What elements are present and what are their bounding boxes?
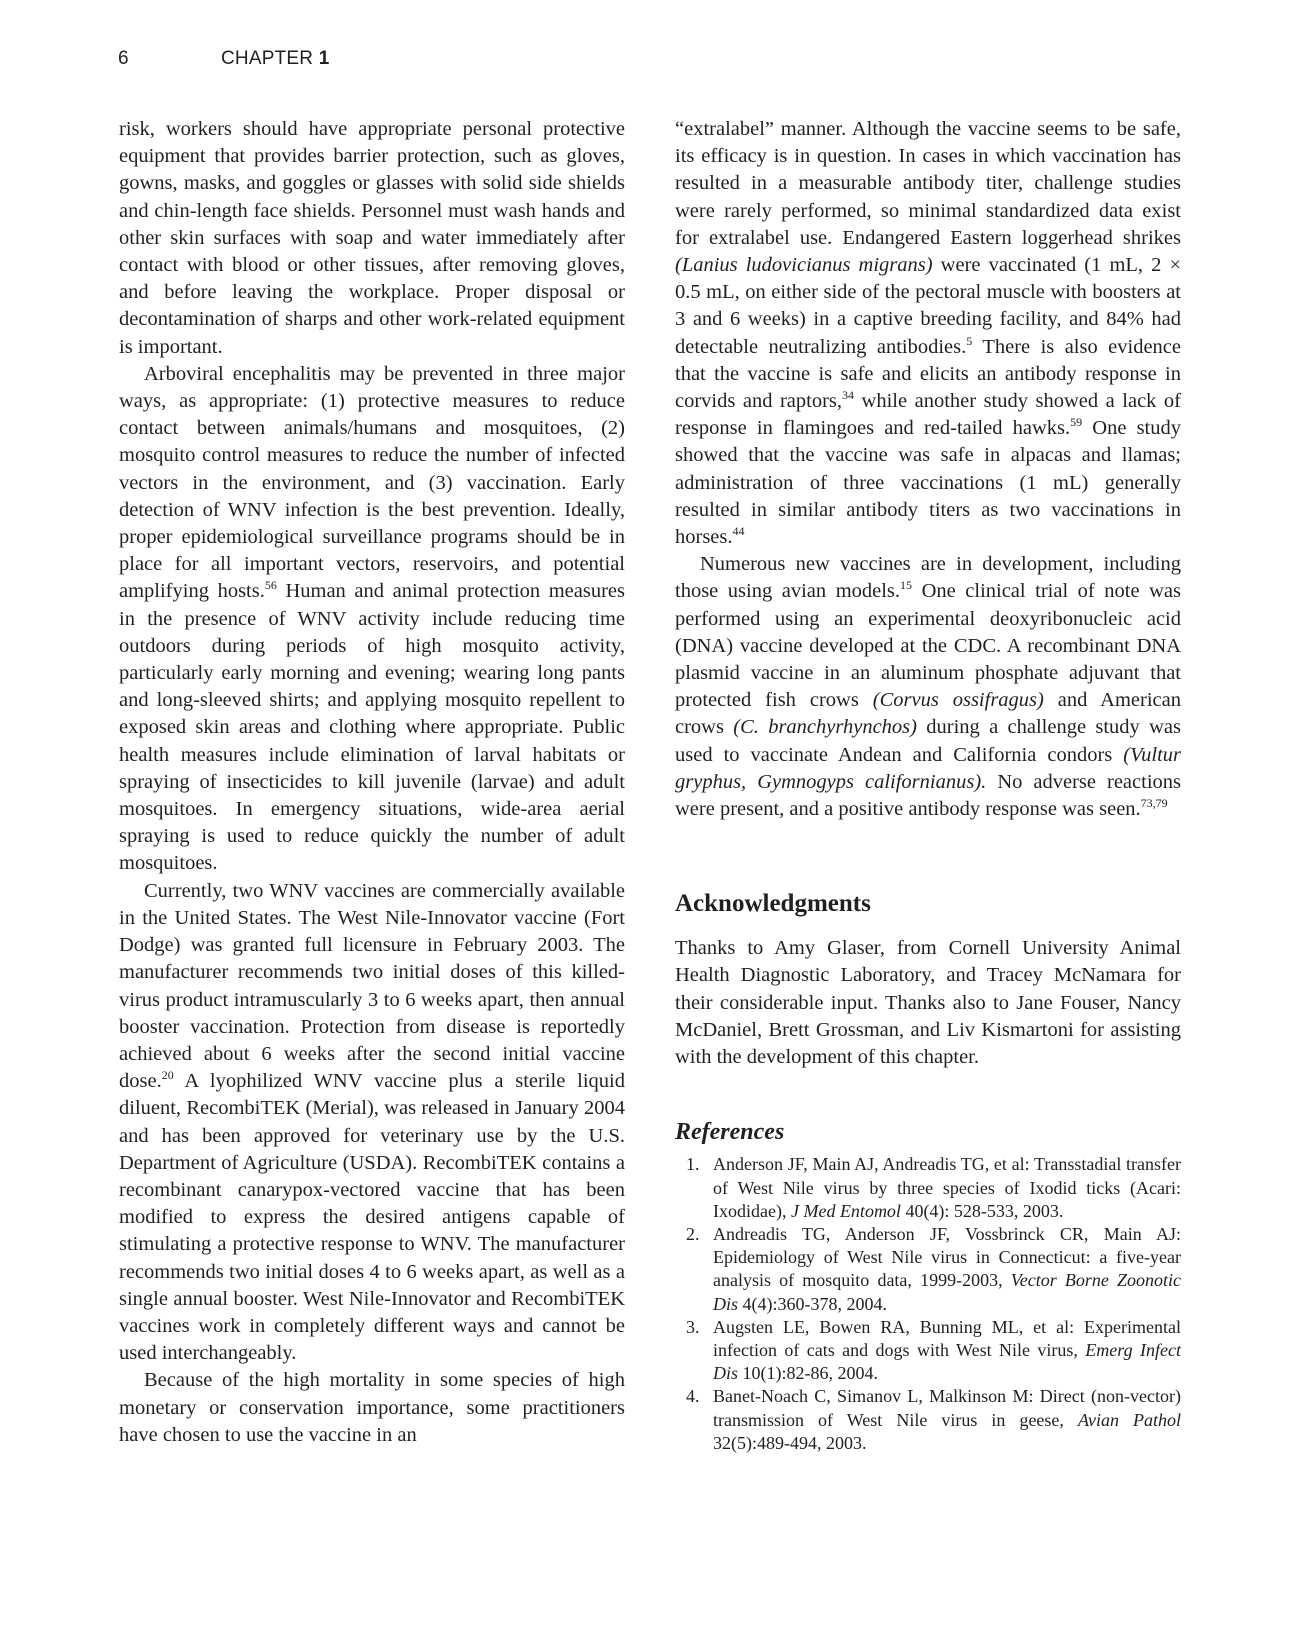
citation: 34 <box>842 388 855 403</box>
reference-text: Augsten LE, Bowen RA, Bunning ML, et al: Experimental infection of cats and dogs with West Nile virus, <box>713 1316 1181 1360</box>
paragraph <box>119 361 625 878</box>
reference-item <box>675 1223 1181 1316</box>
reference-text: 10(1):82-86, 2004. <box>738 1363 878 1384</box>
citation: 44 <box>732 524 745 539</box>
citation: 15 <box>900 578 913 593</box>
reference-number: 2. <box>686 1223 700 1244</box>
reference-text: Andreadis TG, Anderson JF, Vossbrinck CR, Main AJ: Epidemiology of West Nile virus in Connecticut: a five-year analysis of mosquito data, 1999-2003, <box>713 1223 1181 1291</box>
paragraph <box>119 878 625 1368</box>
species-name: (Lanius ludovicianus migrans) <box>675 254 933 277</box>
chapter-word: CHAPTER <box>221 48 314 69</box>
citation: 5 <box>966 333 973 348</box>
text-run: Numerous new vaccines are in development, including those using avian models. <box>675 553 1181 603</box>
species-name: (Vultur gryphus, Gymnogyps californianus). <box>675 743 1181 793</box>
chapter-number: 1 <box>318 48 330 69</box>
journal-title: Avian Pathol <box>1077 1409 1181 1430</box>
acknowledgments-text: Thanks to Amy Glaser, from Cornell University Animal Health Diagnostic Laboratory, and Tracey McNamara for their considerable input. Thanks also to Jane Fouser, Nancy McDaniel, Brett Grossman, and Liv Kismartoni for assisting with the development of this chapter. <box>675 937 1181 1069</box>
paragraph <box>675 116 1181 551</box>
text-run: One clinical trial of note was performed using an experimental deoxyribonucleic acid (DNA) vaccine developed at the CDC. A recombinant DNA plasmid vaccine in an aluminum phosphate adjuvant that protected fish crows <box>675 580 1182 712</box>
text-run: and American crows <box>675 689 1181 739</box>
text-run: A lyophilized WNV vaccine plus a sterile liquid diluent, RecombiTEK (Merial), was released in January 2004 and has been approved for veterinary use by the U.S. Department of Agriculture (USDA). RecombiTEK contains a recombinant canarypox-vectored vaccine that has been modified to express the desired antigens capable of stimulating a protective response to WNV. The manufacturer recommends two initial doses 4 to 6 weeks apart, as well as a single annual booster. West Nile-Innovator and RecombiTEK vaccines work in completely different ways and cannot be used interchangeably. <box>119 1070 625 1365</box>
journal-title: Emerg Infect Dis <box>713 1339 1181 1384</box>
journal-title: Vector Borne Zoonotic Dis <box>713 1270 1181 1314</box>
paragraph <box>675 551 1181 823</box>
reference-text: 4(4):360-378, 2004. <box>738 1293 887 1314</box>
text-run: One study showed that the vaccine was safe in alpacas and llamas; administration of three vaccinations (1 mL) generally resulted in similar antibody titers as two vaccinations in horses. <box>675 417 1182 549</box>
citation: 59 <box>1070 415 1083 430</box>
left-column <box>119 116 625 1449</box>
citation: 56 <box>264 578 277 593</box>
text-run: Human and animal protection measures in the presence of WNV activity include reducing time outdoors during periods of high mosquito activity, particularly early morning and evening; wearing long pants and long-sleeved shirts; and applying mosquito repellent to exposed skin areas and clothing where appropriate. Public health measures include elimination of larval habitats or spraying of insecticides to kill juvenile (larvae) and adult mosquitoes. In emergency situations, wide-area aerial spraying is used to reduce quickly the number of adult mosquitoes. <box>119 580 625 875</box>
paragraph: Because of the high mortality in some species of high monetary or conservation importance, some practitioners have chosen to use the vaccine in an <box>119 1369 625 1446</box>
text-run: while another study showed a lack of response in flamingoes and red-tailed hawks. <box>675 390 1182 440</box>
reference-text: 32(5):489-494, 2003. <box>713 1432 867 1453</box>
right-column <box>675 116 1181 1455</box>
references-heading: References <box>675 1119 785 1146</box>
reference-item <box>675 1153 1181 1223</box>
reference-number: 1. <box>686 1154 700 1175</box>
reference-number: 3. <box>686 1316 700 1337</box>
citation: 20 <box>161 1068 174 1083</box>
text-run: There is also evidence that the vaccine is safe and elicits an antibody response in corvids and raptors, <box>675 335 1181 413</box>
text-run: were vaccinated (1 mL, 2 × 0.5 mL, on either side of the pectoral muscle with boosters at 3 and 6 weeks) in a captive breeding facility, and 84% had detectable neutralizing antibodies. <box>675 254 1181 358</box>
citation: 73,79 <box>1140 796 1168 811</box>
text-run: Currently, two WNV vaccines are commercially available in the United States. The West Nile-Innovator vaccine (Fort Dodge) was granted full licensure in February 2003. The manufacturer recommends two initial doses of this killed-virus product intramuscularly 3 to 6 weeks apart, then annual booster vaccination. Protection from disease is reportedly achieved about 6 weeks after the second initial vaccine dose. <box>119 879 625 1093</box>
text-run: Arboviral encephalitis may be prevented in three major ways, as appropriate: (1) protective measures to reduce contact between animals/humans and mosquitoes, (2) mosquito control measures to reduce the number of infected vectors in the environment, and (3) vaccination. Early detection of WNV infection is the best prevention. Ideally, proper epidemiological surveillance programs should be in place for all important vectors, reservoirs, and potential amplifying hosts. <box>119 362 625 603</box>
journal-title: J Med Entomol <box>790 1200 901 1221</box>
text-run: “extralabel” manner. Although the vaccine seems to be safe, its efficacy is in question. In cases in which vaccination has resulted in a measurable antibody titer, challenge studies were rarely performed, so minimal standardized data exist for extralabel use. Endangered Eastern loggerhead shrikes <box>675 118 1181 249</box>
paragraph: risk, workers should have appropriate personal protective equipment that provides barrier protection, such as gloves, gowns, masks, and goggles or glasses with solid side shields and chin-length face shields. Personnel must wash hands and other skin surfaces with soap and water immediately after contact with blood or other tissues, after removing gloves, and before leaving the workplace. Proper disposal or decontamination of sharps and other work-related equipment is important. <box>119 118 625 358</box>
reference-number: 4. <box>686 1386 700 1407</box>
text-run: during a challenge study was used to vaccinate Andean and California condors <box>675 716 1181 766</box>
text-run: No adverse reactions were present, and a positive antibody response was seen. <box>675 770 1181 821</box>
acknowledgments-heading: Acknowledgments <box>675 890 871 918</box>
reference-item <box>675 1385 1181 1455</box>
page-number: 6 <box>118 48 129 69</box>
species-name: (Corvus ossifragus) <box>872 689 1044 712</box>
chapter-label <box>221 48 329 70</box>
reference-text: 40(4): 528-533, 2003. <box>900 1200 1064 1221</box>
species-name: (C. branchyrhynchos) <box>733 716 917 739</box>
reference-text: Anderson JF, Main AJ, Andreadis TG, et al: Transstadial transfer of West Nile virus by three species of Ixodid ticks (Acari: Ixodidae), <box>713 1154 1181 1221</box>
reference-text: Banet-Noach C, Simanov L, Malkinson M: Direct (non-vector) transmission of West Nile virus in geese, <box>713 1386 1181 1430</box>
reference-item <box>675 1316 1181 1386</box>
references-list <box>675 1153 1181 1455</box>
